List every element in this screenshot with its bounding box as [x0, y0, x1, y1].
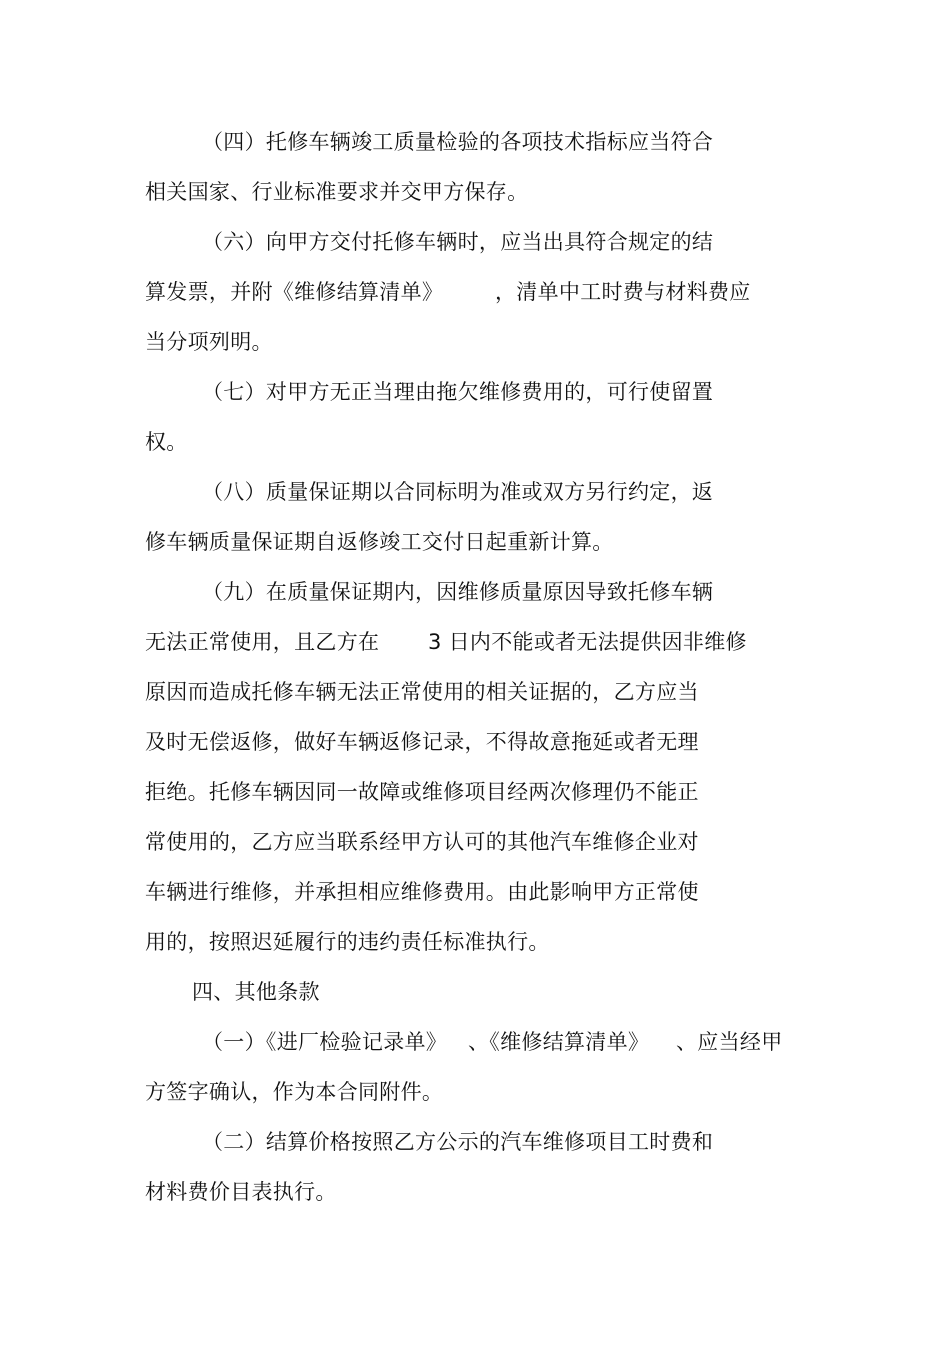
paragraph-line: （二）结算价格按照乙方公示的汽车维修项目工时费和	[202, 1130, 714, 1154]
paragraph-line: （四）托修车辆竣工质量检验的各项技术指标应当符合	[202, 130, 714, 154]
paragraph-line: 拒绝。托修车辆因同一故障或维修项目经两次修理仍不能正	[145, 780, 699, 804]
paragraph-line: 修车辆质量保证期自返修竣工交付日起重新计算。	[145, 530, 614, 554]
paragraph-line: 算发票，并附《维修结算清单》	[145, 280, 444, 304]
paragraph-line: 、《维修结算清单》	[468, 1030, 650, 1054]
paragraph-line: （六）向甲方交付托修车辆时，应当出具符合规定的结	[202, 230, 714, 254]
section-heading: 四、其他条款	[192, 980, 320, 1004]
paragraph-line: 材料费价目表执行。	[145, 1180, 337, 1204]
paragraph-line: 、应当经甲	[676, 1030, 783, 1054]
paragraph-line: ，清单中工时费与材料费应	[495, 280, 751, 304]
paragraph-line: 原因而造成托修车辆无法正常使用的相关证据的，乙方应当	[145, 680, 699, 704]
paragraph-line: 无法正常使用，且乙方在	[145, 630, 380, 654]
paragraph-line: 常使用的，乙方应当联系经甲方认可的其他汽车维修企业对	[145, 830, 699, 854]
paragraph-line: （九）在质量保证期内，因维修质量原因导致托修车辆	[202, 580, 714, 604]
paragraph-line: 用的，按照迟延履行的违约责任标准执行。	[145, 930, 550, 954]
paragraph-line: （八）质量保证期以合同标明为准或双方另行约定，返	[202, 480, 714, 504]
paragraph-line: （七）对甲方无正当理由拖欠维修费用的，可行使留置	[202, 380, 714, 404]
paragraph-line: 当分项列明。	[145, 330, 273, 354]
paragraph-line: 车辆进行维修，并承担相应维修费用。由此影响甲方正常使	[145, 880, 699, 904]
paragraph-line: 3 日内不能或者无法提供因非维修	[428, 630, 747, 654]
paragraph-line: 及时无偿返修，做好车辆返修记录，不得故意拖延或者无理	[145, 730, 699, 754]
paragraph-line: （一）《进厂检验记录单》	[202, 1030, 448, 1054]
paragraph-line: 方签字确认，作为本合同附件。	[145, 1080, 444, 1104]
paragraph-line: 权。	[145, 430, 188, 454]
paragraph-line: 相关国家、行业标准要求并交甲方保存。	[145, 180, 529, 204]
